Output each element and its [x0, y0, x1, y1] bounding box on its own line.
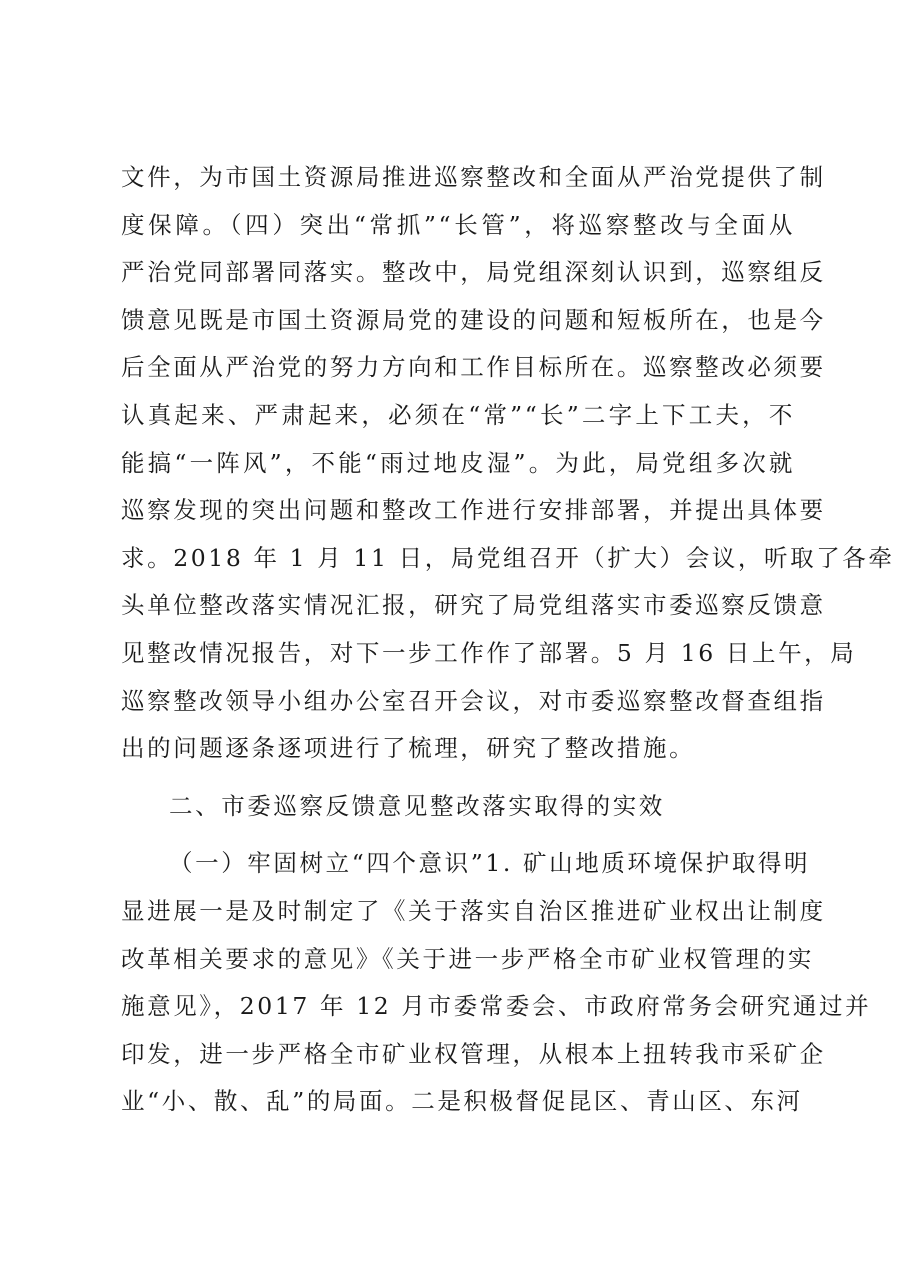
section-heading: 二、市委巡察反馈意见整改落实取得的实效: [169, 791, 665, 820]
text-line: 后全面从严治党的努力方向和工作目标所在。巡察整改必须要: [121, 353, 826, 382]
paragraph-gap: [121, 773, 795, 783]
text-line: 馈意见既是市国土资源局党的建设的问题和短板所在，也是今: [121, 305, 826, 334]
text-line: 文件，为市国土资源局推进巡察整改和全面从严治党提供了制: [121, 163, 826, 191]
text-line: （一）牢固树立“四个意识”1. 矿山地质环境保护取得明: [169, 849, 811, 878]
text-line: 巡察发现的突出问题和整改工作进行安排部署，并提出具体要: [121, 496, 826, 525]
text-line: 显进展一是及时制定了《关于落实自治区推进矿业权出让制度: [121, 896, 826, 925]
text-line: 业“小、散、乱”的局面。二是积极督促昆区、青山区、东河: [121, 1087, 803, 1116]
text-line: 巡察整改领导小组办公室召开会议，对市委巡察整改督查组指: [121, 686, 826, 715]
document-body: [121, 154, 895, 1126]
text-line: 能搞“一阵风”，不能“雨过地皮湿”。为此，局党组多次就: [121, 448, 795, 477]
text-line: 严治党同部署同落实。整改中，局党组深刻认识到，巡察组反: [121, 258, 826, 287]
text-line: 见整改情况报告，对下一步工作作了部署。5 月 16 日上午，局: [121, 638, 857, 667]
text-line: 度保障。（四）突出“常抓”“长管”，将巡察整改与全面从: [121, 210, 795, 239]
paragraph-gap: [121, 830, 795, 840]
text-line: 施意见》，2017 年 12 月市委常委会、市政府常务会研究通过并: [121, 992, 872, 1021]
text-line: 求。2018 年 1 月 11 日，局党组召开（扩大）会议，听取了各牵: [121, 543, 895, 572]
text-line: 出的问题逐条逐项进行了梳理，研究了整改措施。: [121, 734, 696, 763]
text-line: 改革相关要求的意见》《关于进一步严格全市矿业权管理的实: [121, 944, 814, 973]
text-line: 头单位整改落实情况汇报，研究了局党组落实市委巡察反馈意: [121, 591, 826, 620]
text-line: 印发，进一步严格全市矿业权管理，从根本上扭转我市采矿企: [121, 1039, 826, 1068]
text-line: 认真起来、严肃起来，必须在“常”“长”二字上下工夫，不: [121, 400, 795, 429]
